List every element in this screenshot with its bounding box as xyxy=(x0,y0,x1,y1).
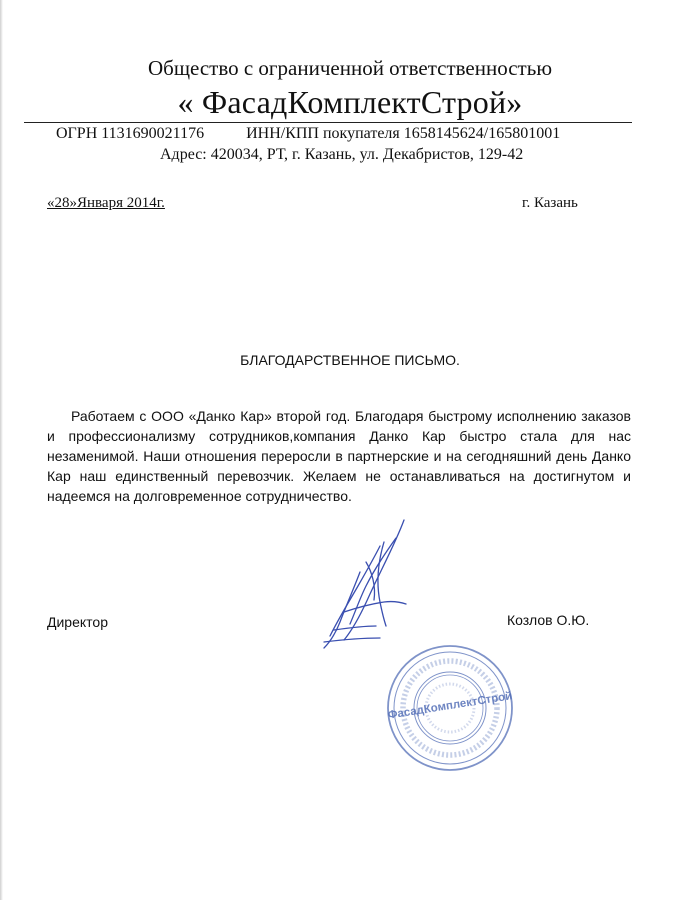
signer-name: Козлов О.Ю. xyxy=(507,612,590,628)
letter-body xyxy=(47,406,631,506)
ogrn: ОГРН 1131690021176 xyxy=(56,125,205,142)
signature-icon xyxy=(300,512,430,652)
inn-kpp: ИНН/КПП покупателя 1658145624/165801001 xyxy=(246,125,561,142)
org-type: Общество с ограниченной ответственностью xyxy=(147,56,553,80)
org-name: « ФасадКомплектСтрой» xyxy=(177,84,523,120)
letter-body-paragraph: Работаем с ООО «Данко Кар» второй год. Благодаря быстрому исполнению заказов и профессионализму сотрудников,компания Данко Кар быстро стала для нас незаменимой. Наши отношения переросли в партнерские и на сегодняшний день Данко Кар наш единственный перевозчик. Желаем не останавливаться на достигнутом и надеемся на долговременное сотрудничество. xyxy=(47,408,631,504)
stamp-company-name: ФасадКомплектСтрой xyxy=(386,690,514,722)
signer-position: Директор xyxy=(47,614,108,630)
letterhead-divider xyxy=(24,122,632,123)
letter-city: г. Казань xyxy=(522,195,578,211)
address: Адрес: 420034, РТ, г. Казань, ул. Декабристов, 129-42 xyxy=(160,146,524,163)
registration-row xyxy=(56,125,560,143)
page-edge xyxy=(0,0,3,900)
letter-date: «28»Января 2014г. xyxy=(47,195,165,211)
company-stamp xyxy=(384,642,516,774)
letter-heading: БЛАГОДАРСТВЕННОЕ ПИСЬМО. xyxy=(240,352,460,368)
